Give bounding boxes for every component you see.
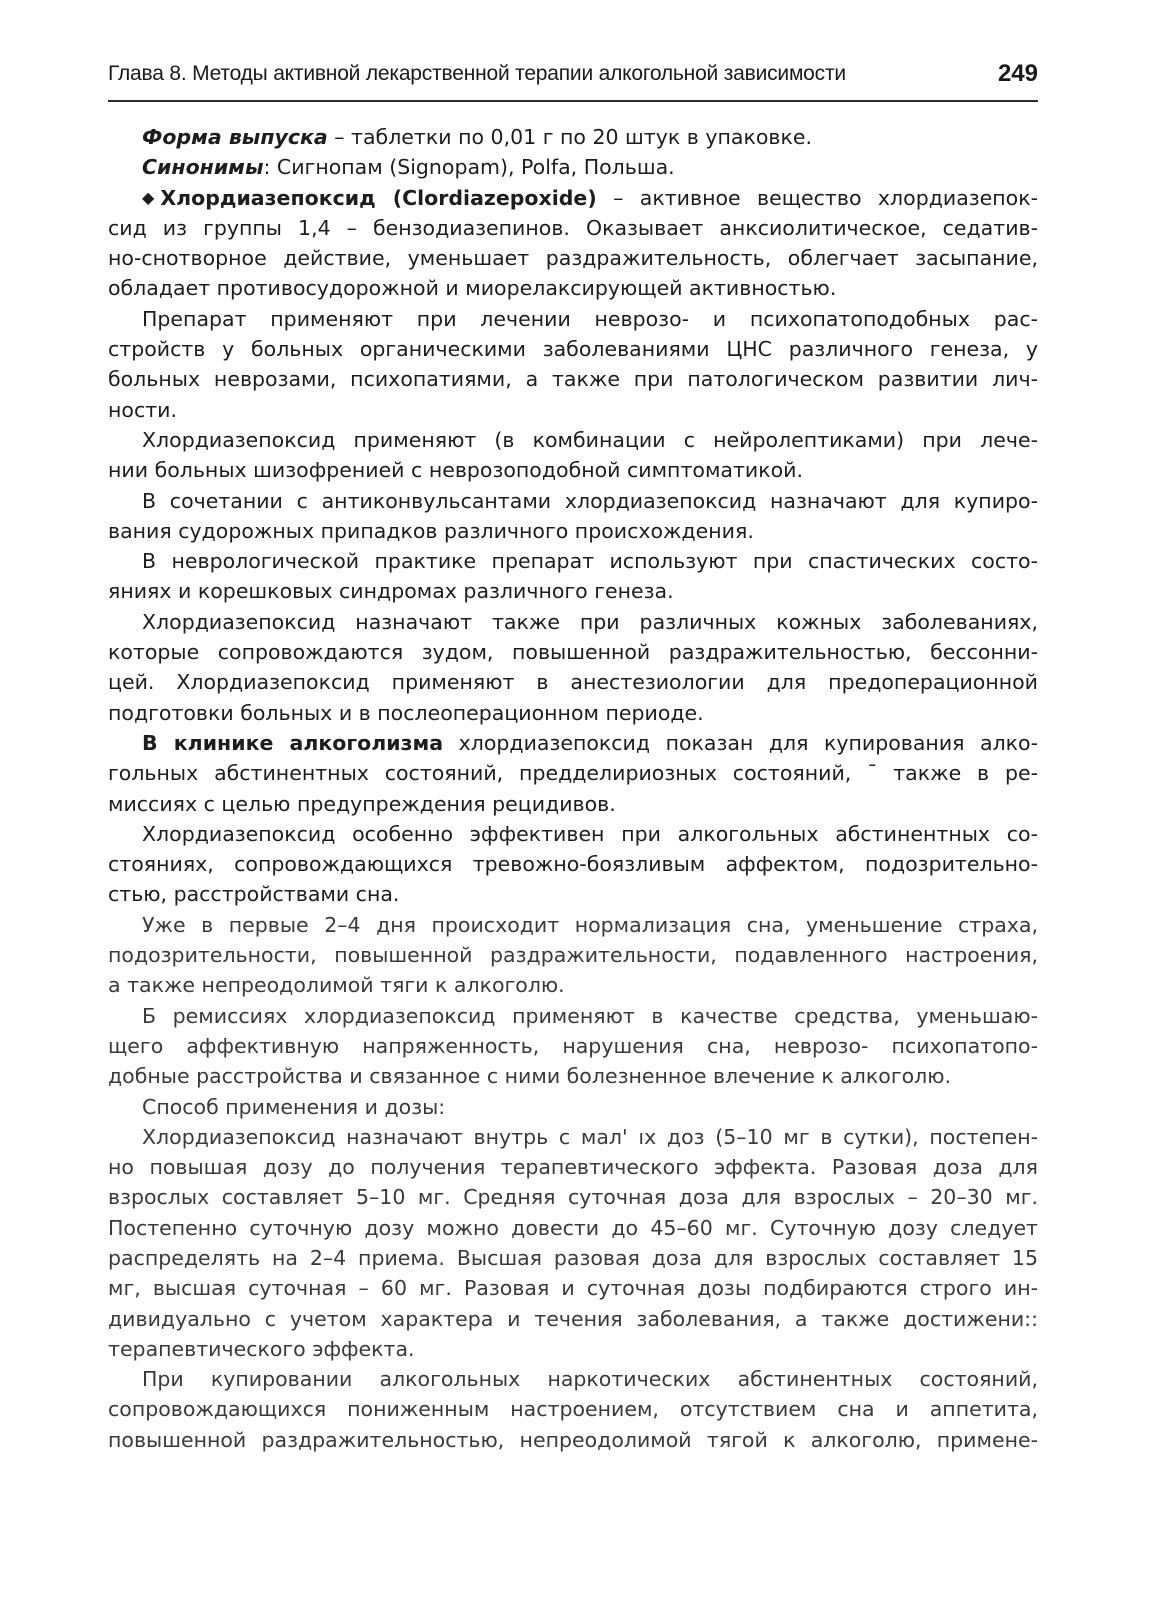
- text-line: нии больных шизофренией с неврозоподобной симптоматикой.: [108, 458, 803, 483]
- text-line: Хлордиазепоксид применяют (в комбинации с нейролептиками) при лече-: [142, 427, 1038, 452]
- text-line: Постепенно суточную дозу можно довести до 45–60 мг. Суточную дозу следует: [108, 1215, 1038, 1240]
- page-body: [108, 122, 1038, 1455]
- drug-name: Хлордиазепоксид (Clordiazepoxide): [160, 185, 597, 210]
- text-line: сид из группы 1,4 – бензодиазепинов. Оказывает анксиолитическое, седатив-: [108, 215, 1038, 240]
- text-line: Хлордиазепоксид назначают также при различных кожных заболеваниях,: [142, 609, 1038, 634]
- diamond-bullet-icon: ◆: [142, 187, 155, 207]
- text-line: но повышая дозу до получения терапевтического эффекта. Разовая доза для: [108, 1155, 1038, 1180]
- text-line: Хлордиазепоксид назначают внутрь с мал' ıх доз (5–10 мг в сутки), постепен-: [142, 1124, 1038, 1149]
- running-header: [108, 58, 1038, 98]
- text-line: которые сопровождаются зудом, повышенной раздражительностью, бессонни-: [108, 640, 1038, 665]
- text-line: При купировании алкогольных наркотических абстинентных состояний,: [142, 1367, 1038, 1392]
- page-number: 249: [997, 60, 1038, 87]
- text-line: мг, высшая суточная – 60 мг. Разовая и суточная дозы подбираются строго ин-: [108, 1276, 1038, 1301]
- text-line: Б ремиссиях хлордиазепоксид применяют в качестве средства, уменьшаю-: [142, 1003, 1038, 1028]
- text-line: вания судорожных припадков различного происхождения.: [108, 518, 754, 543]
- release-form-text: – таблетки по 0,01 г по 20 штук в упаковке.: [327, 125, 812, 149]
- alcoholism-clinic-line: [108, 728, 1038, 758]
- text-line: Уже в первые 2–4 дня происходит нормализация сна, уменьшение страха,: [142, 912, 1038, 937]
- dosage-heading: Способ применения и дозы:: [142, 1094, 446, 1119]
- text-line: взрослых составляет 5–10 мг. Средняя суточная доза для взрослых – 20–30 мг.: [108, 1185, 1038, 1210]
- text-line: а также непреодолимой тяги к алкоголю.: [108, 973, 565, 998]
- text-line: ности.: [108, 397, 177, 422]
- text-line: повышенной раздражительностью, непреодолимой тягой к алкоголю, примене-: [108, 1427, 1038, 1452]
- text-line: распределять на 2–4 приема. Высшая разовая доза для взрослых составляет 15: [108, 1245, 1038, 1270]
- text-line: сопровождающихся пониженным настроением, отсутствием сна и аппетита,: [108, 1397, 1038, 1422]
- text-line: гольных абстинентных состояний, предделириозных состояний, ˉ также в ре-: [108, 761, 1038, 786]
- text-line: Хлордиазепоксид особенно эффективен при алкогольных абстинентных со-: [142, 821, 1038, 846]
- text-line: стью, расстройствами сна.: [108, 882, 400, 907]
- text-line: яниях и корешковых синдромах различного генеза.: [108, 579, 674, 604]
- text-line: но-снотворное действие, уменьшает раздражительность, облегчает засыпание,: [108, 246, 1038, 271]
- synonyms-label: Синонимы: [142, 155, 264, 180]
- text-line: терапевтического эффекта.: [108, 1336, 415, 1361]
- text-fragment: хлордиазепоксид показан для купирования алко-: [443, 730, 1038, 755]
- text-line: стройств у больных органическими заболеваниями ЦНС различного генеза, у: [108, 337, 1038, 362]
- text-line: подозрительности, повышенной раздражительности, подавленного настроения,: [108, 943, 1038, 968]
- release-form-label: Форма выпуска: [142, 125, 328, 149]
- text-line: обладает противосудорожной и миорелаксирующей активностью.: [108, 276, 837, 301]
- text-line: Препарат применяют при лечении неврозо- и психопатоподобных рас-: [142, 306, 1038, 331]
- text-line: щего аффективную напряженность, нарушения сна, неврозо- психопатопо-: [108, 1033, 1038, 1058]
- alcoholism-clinic-heading: В клинике алкоголизма: [142, 730, 444, 755]
- release-form-line: [108, 122, 1038, 152]
- text-line: В сочетании с антиконвульсантами хлордиазепоксид назначают для купиро-: [142, 488, 1038, 513]
- drug-heading-line: [108, 183, 1038, 213]
- text-line: стояниях, сопровождающихся тревожно-боязливым аффектом, подозрительно-: [108, 852, 1038, 877]
- header-divider: [108, 100, 1038, 102]
- text-line: подготовки больных и в послеоперационном периоде.: [108, 700, 704, 725]
- chapter-title: Глава 8. Методы активной лекарственной терапии алкогольной зависимости: [108, 62, 846, 85]
- text-line: цей. Хлордиазепоксид применяют в анестезиологии для предоперационной: [108, 670, 1038, 695]
- text-line: дивидуально с учетом характера и течения заболевания, а также достижени::: [108, 1306, 1038, 1331]
- synonyms-line: [108, 152, 1038, 182]
- text-line: больных неврозами, психопатиями, а также при патологическом развитии лич-: [108, 367, 1038, 392]
- text-line: миссиях с целью предупреждения рецидивов.: [108, 791, 616, 816]
- text-line: В неврологической практике препарат используют при спастических состо-: [142, 549, 1038, 574]
- synonyms-text: : Сигнопам (Signopam), Polfa, Польша.: [263, 155, 675, 180]
- drug-intro-text: – активное вещество хлордиазепок-: [596, 185, 1039, 210]
- text-line: добные расстройства и связанное с ними болезненное влечение к алкоголю.: [108, 1064, 952, 1089]
